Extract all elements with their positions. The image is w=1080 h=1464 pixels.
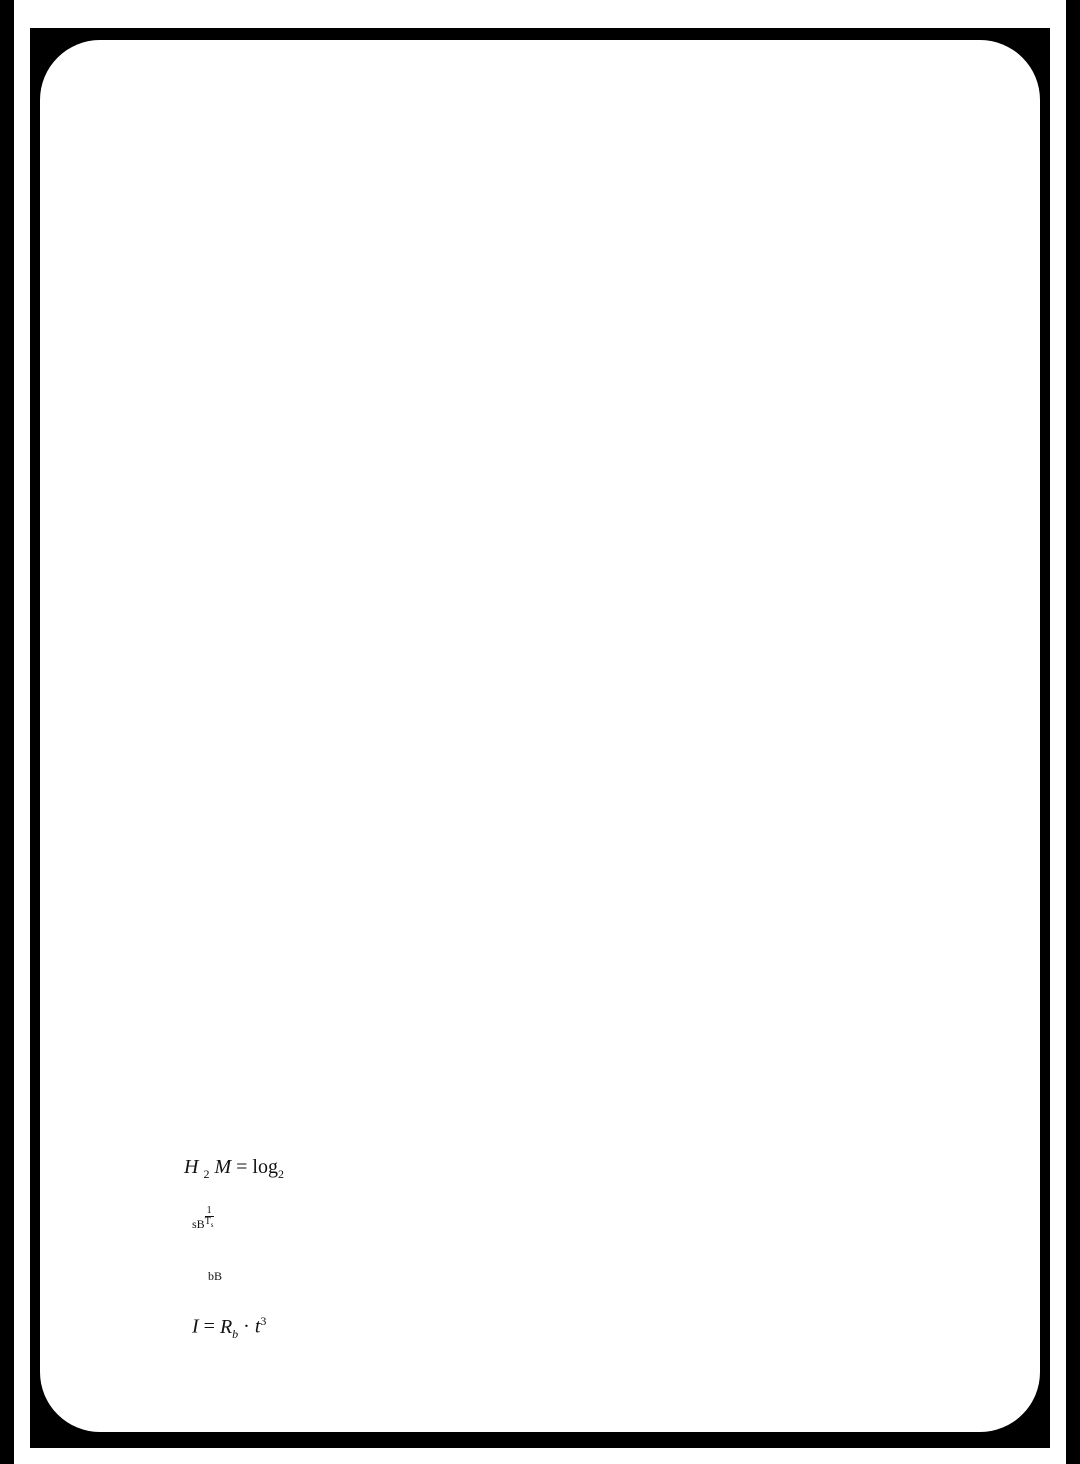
solution-step-2b: bB <box>208 1269 223 1283</box>
var-H: H <box>184 1156 199 1178</box>
solution-step-3: $I = R_b \cdot t^3$ <box>192 1314 267 1341</box>
solution-step-1: H $_2$ $M = \log_2$ <box>184 1156 284 1181</box>
solution-step-2: $_{sB}$ $\frac{1}{T_s}$ <box>192 1205 214 1231</box>
var-M: M <box>214 1156 232 1178</box>
